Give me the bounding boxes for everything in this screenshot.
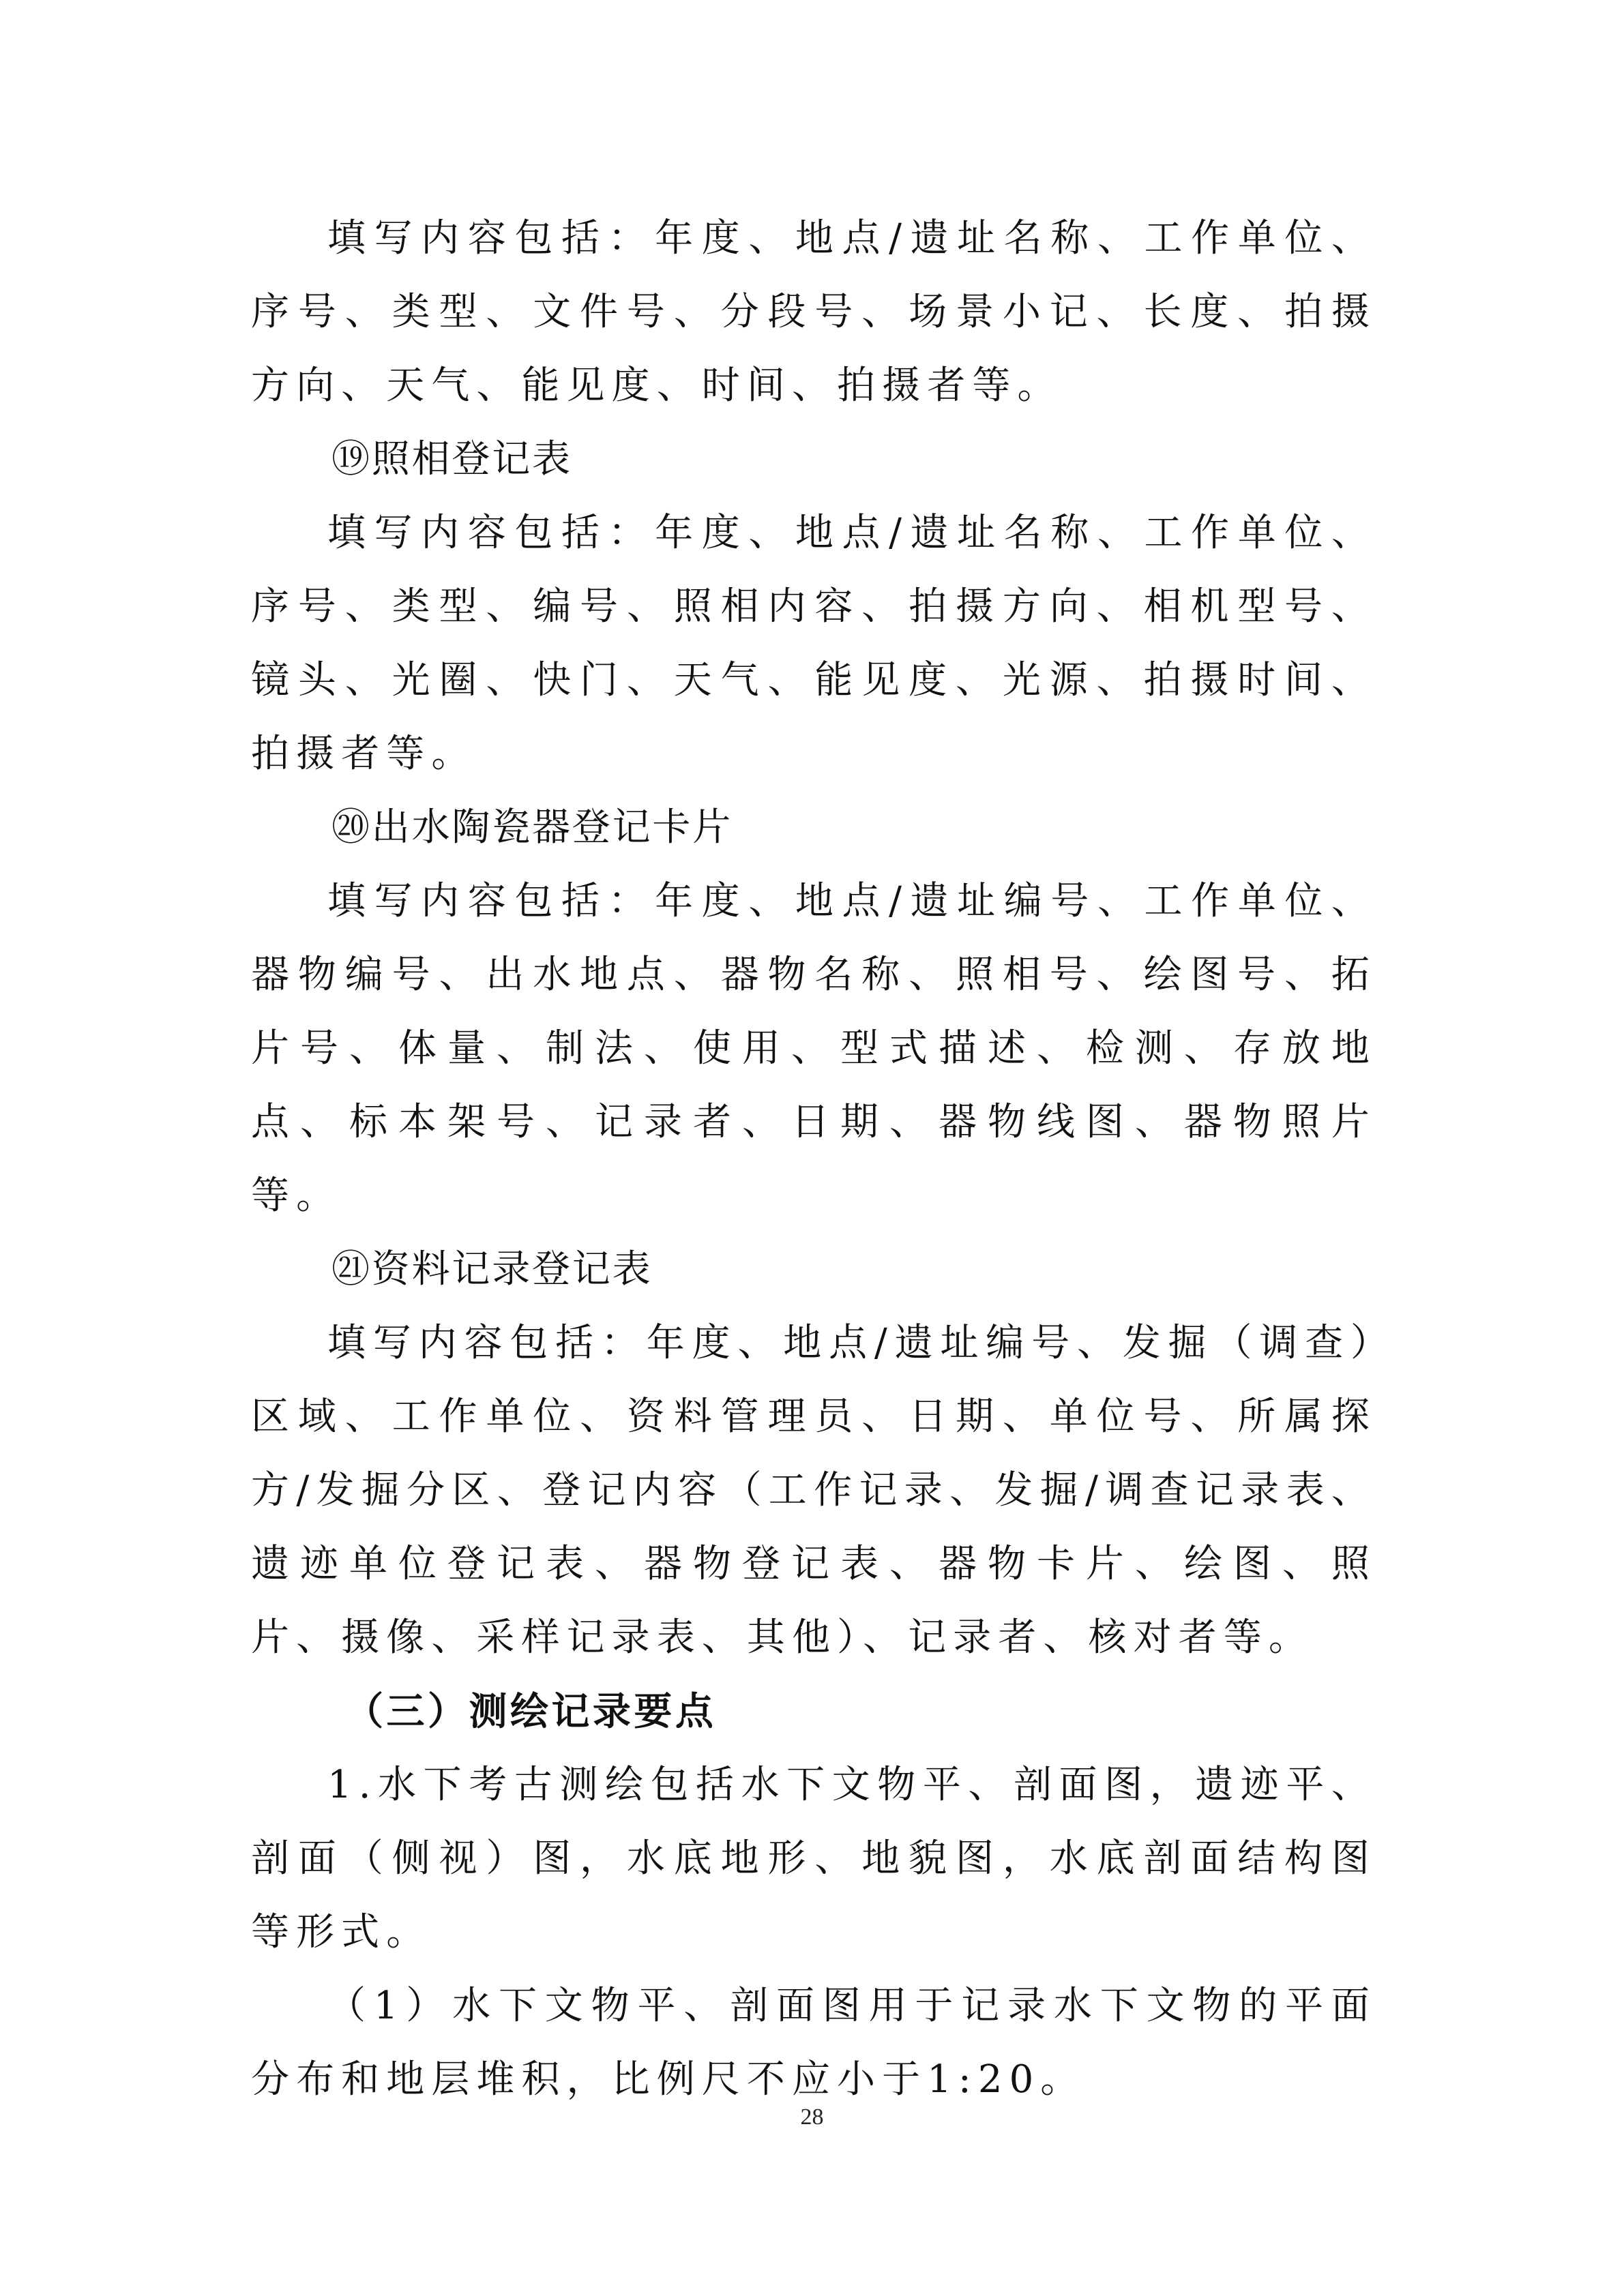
paragraph-body-4: 填写内容包括：年度、地点/遗址编号、发掘（调查）区域、工作单位、资料管理员、日期、单位号、所属探方/发掘分区、登记内容（工作记录、发掘/调查记录表、遗迹单位登记表、器物登记表、器物卡片、绘图、照片、摄像、采样记录表、其他）、记录者、核对者等。 bbox=[251, 1321, 1376, 1660]
paragraph-body-1: 填写内容包括：年度、地点/遗址名称、工作单位、序号、类型、文件号、分段号、场景小记、长度、拍摄方向、天气、能见度、时间、拍摄者等。 bbox=[251, 216, 1376, 408]
page-content bbox=[251, 202, 1376, 2117]
paragraph-body-5: 1.水下考古测绘包括水下文物平、剖面图，遗迹平、剖面（侧视）图，水底地形、地貌图，水底剖面结构图等形式。 bbox=[251, 1763, 1376, 1954]
page-number: 28 bbox=[800, 2104, 824, 2130]
item-heading-19: ⑲照相登记表 bbox=[331, 437, 572, 481]
paragraph-body-3: 填写内容包括：年度、地点/遗址编号、工作单位、器物编号、出水地点、器物名称、照相号、绘图号、拓片号、体量、制法、使用、型式描述、检测、存放地点、标本架号、记录者、日期、器物线图、器物照片等。 bbox=[251, 879, 1376, 1218]
paragraph-body-2: 填写内容包括：年度、地点/遗址名称、工作单位、序号、类型、编号、照相内容、拍摄方向、相机型号、镜头、光圈、快门、天气、能见度、光源、拍摄时间、拍摄者等。 bbox=[251, 511, 1376, 776]
section-heading: （三）测绘记录要点 bbox=[345, 1689, 717, 1734]
item-heading-21: ㉑资料记录登记表 bbox=[331, 1247, 653, 1292]
item-heading-20: ⑳出水陶瓷器登记卡片 bbox=[331, 805, 733, 850]
paragraph-body-6: （1）水下文物平、剖面图用于记录水下文物的平面分布和地层堆积，比例尺不应小于1:20。 bbox=[251, 1984, 1376, 2102]
